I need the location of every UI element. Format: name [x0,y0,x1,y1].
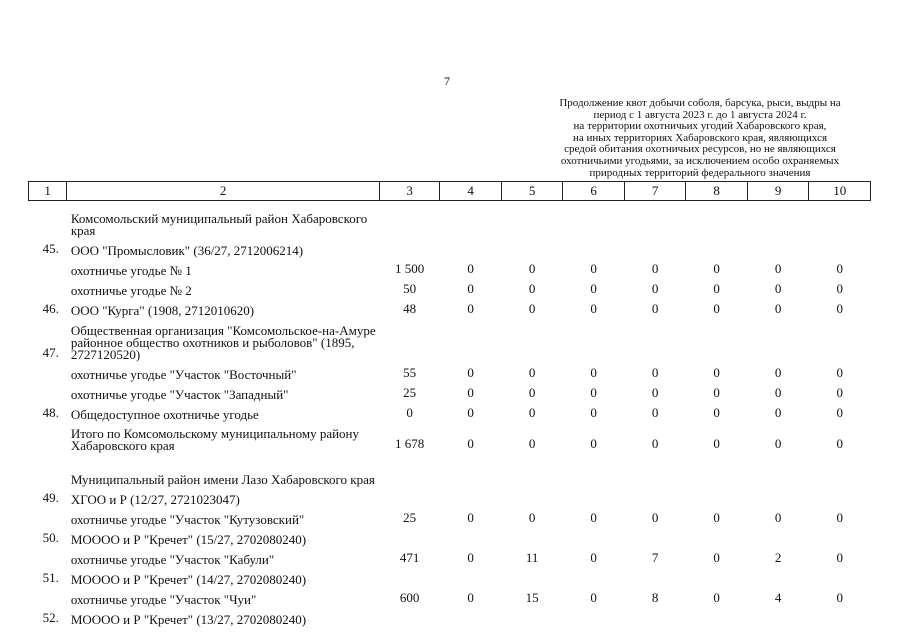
cell-col-6 [563,526,625,546]
cell-col-7: 0 [651,280,659,296]
cell-col-7: 8 [651,589,659,605]
cell-col-9 [747,486,809,506]
cell-col-6: 0 [590,384,597,400]
row-name: охотничье угодье "Участок "Восточный" [70,366,297,382]
table-row [29,361,871,381]
quota-table [28,181,871,626]
table-row [29,606,871,626]
cell-col-9 [747,317,809,361]
cell-col-3 [379,201,440,237]
cell-col-9: 0 [774,404,782,420]
cell-col-6 [563,201,625,237]
table-row [29,486,871,506]
table-row [29,526,871,546]
column-header: 9 [747,182,809,201]
cell-col-5: 0 [528,435,536,451]
cell-col-7: 0 [651,404,659,420]
table-row [29,237,871,257]
cell-col-6 [563,486,625,506]
cell-col-8 [686,201,748,237]
cell-col-6: 0 [590,509,597,525]
page-number: 7 [444,74,450,88]
cell-col-10 [809,317,871,361]
cell-col-10 [809,452,871,486]
column-header: 4 [440,182,502,201]
table-row [29,201,871,237]
table-caption [530,98,870,179]
cell-col-10: 0 [836,364,843,380]
caption-line: охотничьими угодьями, за исключением особо охраняемых [560,154,840,167]
row-name: охотничье угодье "Участок "Западный" [70,386,289,402]
cell-col-5: 11 [525,549,539,565]
row-number: 46. [42,300,59,316]
cell-col-4: 0 [467,384,474,400]
caption-line: средой обитания охотничьих ресурсов, но не являющихся [564,143,836,156]
cell-col-6: 0 [590,435,597,451]
row-name: ООО "Промысловик" (36/27, 2712006214) [70,242,304,258]
cell-col-10: 0 [836,549,843,565]
cell-col-6: 0 [590,589,597,605]
cell-col-6 [563,237,625,257]
cell-col-4 [440,606,502,626]
table-row [29,277,871,297]
cell-col-6 [563,606,625,626]
cell-col-4 [440,566,502,586]
cell-col-8: 0 [713,280,720,296]
cell-col-6: 0 [590,260,597,276]
cell-col-5 [501,201,563,237]
cell-col-7 [624,606,686,626]
table-row [29,297,871,317]
row-number: 52. [42,609,59,625]
cell-col-7 [624,317,686,361]
cell-col-8 [686,566,748,586]
cell-col-9 [747,526,809,546]
cell-col-9: 4 [774,589,782,605]
cell-col-9 [747,606,809,626]
cell-col-9: 0 [774,384,782,400]
cell-col-9 [747,566,809,586]
cell-col-5 [501,237,563,257]
cell-col-7: 0 [651,260,659,276]
cell-col-7: 0 [651,300,659,316]
cell-col-4: 0 [467,509,474,525]
cell-col-5: 0 [528,300,536,316]
caption-line: на территории охотничьих угодий Хабаровского края, [573,120,827,133]
cell-col-8: 0 [713,589,720,605]
cell-col-4 [440,237,502,257]
cell-col-3 [379,606,440,626]
cell-col-3: 600 [399,589,420,605]
cell-col-10: 0 [836,509,843,525]
cell-col-5: 0 [528,280,536,296]
cell-col-9: 0 [774,364,782,380]
cell-col-3: 1 500 [395,260,425,276]
row-name: Общественная организация "Комсомольское-на-Амуре районное общество охотников и рыболовов" (1895, 2727120520) [70,322,376,362]
table-row [29,546,871,566]
table-row [29,257,871,277]
table-row [29,421,871,452]
cell-col-6: 0 [590,280,597,296]
row-number: 50. [42,529,59,545]
table-row [29,317,871,361]
cell-col-9: 0 [774,260,782,276]
cell-col-3 [379,452,440,486]
cell-col-7: 7 [651,549,659,565]
caption-line: период с 1 августа 2023 г. до 1 августа 2024 г. [593,108,807,121]
row-number [29,201,67,237]
cell-col-10: 0 [836,589,843,605]
row-name: охотничье угодье № 2 [70,282,192,298]
row-number [29,586,67,606]
cell-col-8 [686,317,748,361]
row-name: МОООО и Р "Кречет" (14/27, 2702080240) [70,571,307,587]
column-header: 6 [563,182,625,201]
row-name: Комсомольский муниципальный район Хабаровского края [70,210,368,238]
cell-col-4: 0 [467,364,474,380]
cell-col-5: 15 [525,589,539,605]
row-number: 51. [42,569,59,585]
cell-col-7: 0 [651,384,659,400]
cell-col-8 [686,606,748,626]
cell-col-5: 0 [528,364,536,380]
cell-col-4 [440,201,502,237]
cell-col-8: 0 [713,435,720,451]
cell-col-8: 0 [713,260,720,276]
table-row [29,566,871,586]
row-name: охотничье угодье "Участок "Чуи" [70,591,257,607]
cell-col-8: 0 [713,509,720,525]
cell-col-10: 0 [836,300,843,316]
cell-col-3 [379,526,440,546]
cell-col-5 [501,317,563,361]
cell-col-3 [379,486,440,506]
column-header: 7 [624,182,686,201]
cell-col-3 [379,566,440,586]
cell-col-9 [747,237,809,257]
cell-col-7 [624,526,686,546]
row-number: 49. [42,489,59,505]
cell-col-5 [501,486,563,506]
row-number [29,421,67,452]
cell-col-8 [686,486,748,506]
cell-col-4: 0 [467,404,474,420]
cell-col-4: 0 [467,435,474,451]
row-number [29,452,67,486]
cell-col-6 [563,317,625,361]
cell-col-3: 50 [403,280,417,296]
cell-col-3: 55 [403,364,417,380]
cell-col-7: 0 [651,435,659,451]
row-name: Муниципальный район имени Лазо Хабаровского края [70,471,375,487]
cell-col-7 [624,452,686,486]
column-header: 8 [686,182,748,201]
cell-col-9: 0 [774,280,782,296]
cell-col-6: 0 [590,364,597,380]
header-row [29,182,871,201]
cell-col-10: 0 [836,404,843,420]
caption-line: Продолжение квот добычи соболя, барсука, рыси, выдры на [559,97,841,109]
cell-col-10 [809,526,871,546]
cell-col-9 [747,201,809,237]
cell-col-9: 0 [774,300,782,316]
cell-col-3: 48 [403,300,417,316]
table-body [29,201,871,626]
cell-col-8 [686,237,748,257]
cell-col-3: 0 [406,404,413,420]
cell-col-4 [440,486,502,506]
row-number [29,277,67,297]
cell-col-5: 0 [528,260,536,276]
cell-col-7 [624,566,686,586]
cell-col-5 [501,606,563,626]
cell-col-3: 25 [403,509,417,525]
cell-col-6 [563,452,625,486]
cell-col-4 [440,526,502,546]
cell-col-3: 471 [399,549,420,565]
cell-col-5 [501,566,563,586]
table-row [29,452,871,486]
cell-col-3 [379,317,440,361]
cell-col-4 [440,452,502,486]
table-row [29,506,871,526]
cell-col-4: 0 [467,549,474,565]
cell-col-8: 0 [713,404,720,420]
cell-col-5 [501,452,563,486]
cell-col-3 [379,237,440,257]
cell-col-10 [809,566,871,586]
table-row [29,381,871,401]
column-header: 3 [379,182,440,201]
row-number [29,506,67,526]
row-name: Общедоступное охотничье угодье [70,406,259,422]
cell-col-10: 0 [836,384,843,400]
cell-col-4 [440,317,502,361]
cell-col-7: 0 [651,364,659,380]
cell-col-3: 1 678 [395,435,425,451]
cell-col-10: 0 [836,435,843,451]
row-number: 47. [42,344,59,360]
cell-col-8: 0 [713,300,720,316]
cell-col-4: 0 [467,260,474,276]
cell-col-5: 0 [528,509,536,525]
row-name: МОООО и Р "Кречет" (15/27, 2702080240) [70,531,307,547]
row-number: 45. [42,240,59,256]
cell-col-8: 0 [713,549,720,565]
row-number [29,381,67,401]
cell-col-3: 25 [403,384,417,400]
cell-col-9: 0 [774,509,782,525]
cell-col-10: 0 [836,280,843,296]
cell-col-6: 0 [590,404,597,420]
cell-col-5: 0 [528,384,536,400]
cell-col-7: 0 [651,509,659,525]
cell-col-8 [686,526,748,546]
cell-col-4: 0 [467,280,474,296]
row-name: Итого по Комсомольскому муниципальному району Хабаровского края [70,425,360,453]
cell-col-9 [747,452,809,486]
cell-col-8: 0 [713,364,720,380]
cell-col-10 [809,486,871,506]
column-header: 1 [29,182,67,201]
cell-col-8: 0 [713,384,720,400]
cell-col-4: 0 [467,589,474,605]
table-row [29,401,871,421]
cell-col-6: 0 [590,300,597,316]
table-row [29,586,871,606]
row-number: 48. [42,404,59,420]
column-header: 2 [67,182,380,201]
cell-col-8 [686,452,748,486]
cell-col-6: 0 [590,549,597,565]
cell-col-6 [563,566,625,586]
caption-line: природных территорий федерального значения [589,166,811,179]
caption-line: на иных территориях Хабаровского края, являющихся [572,131,828,144]
cell-col-9: 2 [774,549,782,565]
cell-col-5 [501,526,563,546]
cell-col-10 [809,201,871,237]
cell-col-7 [624,201,686,237]
cell-col-7 [624,237,686,257]
row-name: МОООО и Р "Кречет" (13/27, 2702080240) [70,611,307,627]
row-name: охотничье угодье "Участок "Кабули" [70,551,275,567]
cell-col-10: 0 [836,260,843,276]
row-number [29,361,67,381]
cell-col-10 [809,606,871,626]
cell-col-9: 0 [774,435,782,451]
row-name: ООО "Курга" (1908, 2712010620) [70,302,255,318]
column-header: 5 [501,182,563,201]
row-name: охотничье угодье № 1 [70,262,192,278]
column-header: 10 [809,182,871,201]
cell-col-7 [624,486,686,506]
row-number [29,257,67,277]
cell-col-5: 0 [528,404,536,420]
row-name: ХГОО и Р (12/27, 2721023047) [70,491,240,507]
cell-col-4: 0 [467,300,474,316]
row-number [29,546,67,566]
cell-col-10 [809,237,871,257]
row-name: охотничье угодье "Участок "Кутузовский" [70,511,305,527]
